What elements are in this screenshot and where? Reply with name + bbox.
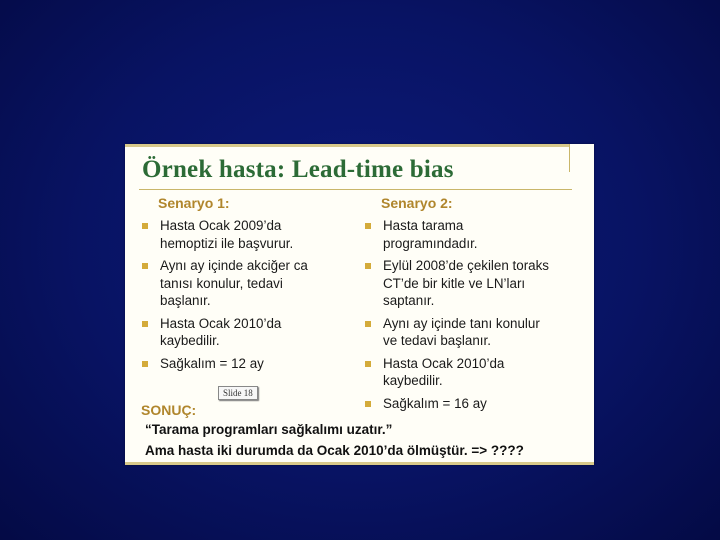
bullet-text-line: CT’de bir kitle ve LN’ları [383,275,526,291]
bullet-text-line: kaybedilir. [160,333,220,348]
conclusion-quote: “Tarama programları sağkalımı uzatır.” [145,422,393,437]
scenario-1-heading: Senaryo 1: [158,195,230,211]
bullet-text-line: ve tedavi başlanır. [383,333,491,348]
bullet-text-line: Sağkalım = 16 ay [383,395,487,411]
bullet-text-line: Aynı ay içinde akciğer ca [160,258,308,273]
bullet-square-icon [365,361,371,367]
bullet-square-icon [142,321,148,327]
scenario-1-column [141,195,356,377]
bullet-text-line: Eylül 2008’de çekilen toraks [383,258,549,273]
bullet-text-line: tanısı konulur, tedavi [160,275,283,291]
bullet-item [364,395,579,413]
bullet-item [364,315,579,350]
bullet-text-line: programındadır. [383,235,478,251]
bullet-text-line: Aynı ay içinde tanı konulur [383,315,540,331]
bullet-item [364,217,579,252]
slide-card [125,144,594,465]
bullet-text-line: saptanır. [383,293,435,308]
bullet-item [141,217,356,252]
right-accent-line [569,144,570,172]
title-divider [139,189,572,190]
scenario-2-heading: Senaryo 2: [381,195,453,211]
bullet-text-line: hemoptizi ile başvurur. [160,235,294,251]
top-accent-bar [125,144,570,147]
bullet-square-icon [142,263,148,269]
bullet-text-line: başlanır. [160,293,211,308]
bullet-item [364,355,579,390]
bullet-square-icon [365,401,371,407]
scenario-2-list [364,217,579,412]
bottom-accent-bar [125,462,594,465]
bullet-text-line: kaybedilir. [383,373,443,388]
bullet-item [141,355,356,373]
scenario-2-column [364,195,579,417]
bullet-text-line: Hasta tarama [383,218,464,233]
bullet-item [141,315,356,350]
slide-number-tag: Slide 18 [218,386,258,400]
bullet-text-line: Hasta Ocak 2010’da [383,355,505,371]
bullet-item [364,257,579,310]
bullet-square-icon [142,361,148,367]
bullet-square-icon [142,223,148,229]
bullet-text-line: Hasta Ocak 2010’da [160,315,282,331]
conclusion-heading: SONUÇ: [141,402,197,418]
bullet-text-line: Hasta Ocak 2009’da [160,218,282,233]
bullet-text-line: Sağkalım = 12 ay [160,355,264,371]
conclusion-statement: Ama hasta iki durumda da Ocak 2010’da ölmüştür. => ???? [145,443,524,458]
bullet-square-icon [365,223,371,229]
bullet-square-icon [365,321,371,327]
bullet-item [141,257,356,310]
slide-title: Örnek hasta: Lead-time bias [142,156,454,183]
scenario-1-list [141,217,356,372]
bullet-square-icon [365,263,371,269]
